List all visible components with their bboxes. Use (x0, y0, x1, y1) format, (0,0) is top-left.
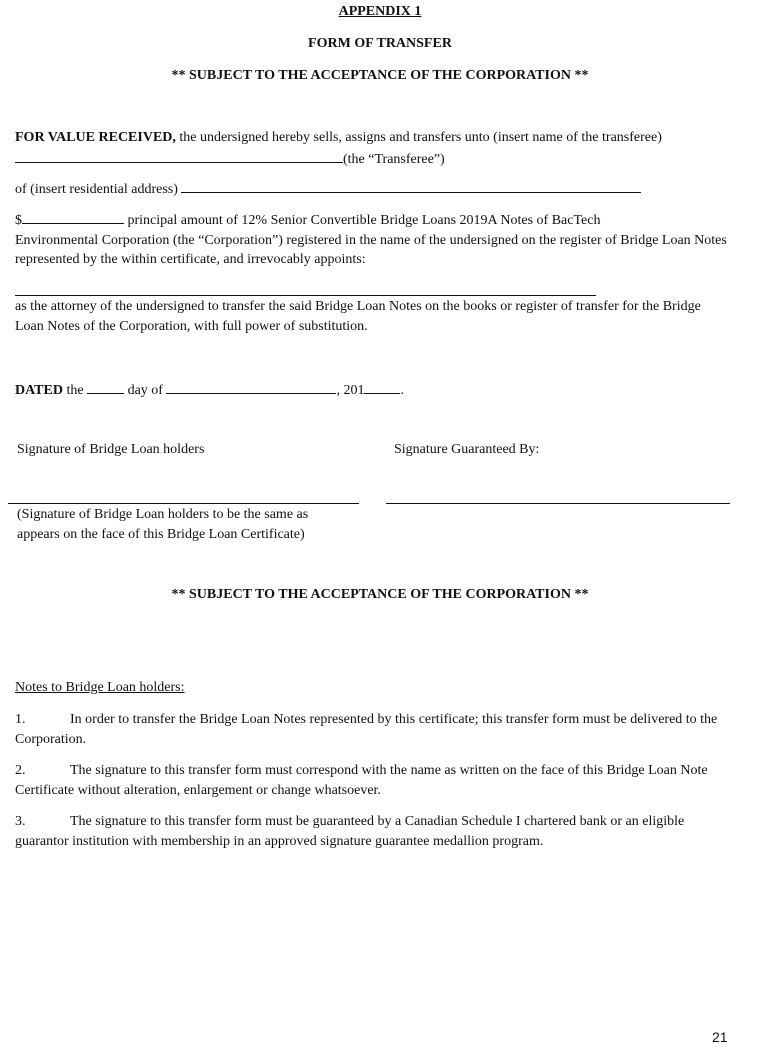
subject-notice: ** SUBJECT TO THE ACCEPTANCE OF THE CORPORATION ** (171, 68, 589, 83)
amount-field[interactable] (22, 209, 124, 224)
year-field[interactable] (364, 379, 400, 394)
note-text: The signature to this transfer form must be guaranteed by a Canadian Schedule I chartered bank or an eligible guarantor institution with membership in an approved signature guarantee medallion program. (15, 814, 685, 849)
holder-signature-label: Signature of Bridge Loan holders (17, 442, 205, 457)
dated-day-of: day of (124, 383, 167, 398)
transferee-suffix: (the “Transferee”) (343, 151, 445, 167)
holder-signature-note (17, 505, 308, 544)
note-item-2 (15, 761, 730, 800)
attorney-paragraph: as the attorney of the undersigned to transfer the said Bridge Loan Notes on the books or register of transfer for the Bridge Loan Notes of the Corporation, with full power of substitution. (15, 299, 701, 334)
page-number: 21 (712, 1029, 728, 1045)
dated-year-prefix: , 201 (336, 383, 365, 398)
guarantor-signature-label: Signature Guaranteed By: (394, 442, 540, 457)
dated-end: . (400, 383, 404, 398)
amount-text-line1: principal amount of 12% Senior Convertible Bridge Loans 2019A Notes of BacTech (124, 213, 601, 228)
notes-heading: Notes to Bridge Loan holders: (15, 680, 185, 695)
transferee-name-field[interactable] (15, 148, 343, 163)
holder-signature-field[interactable] (8, 503, 359, 504)
day-field[interactable] (87, 379, 124, 394)
note-text: The signature to this transfer form must correspond with the name as written on the face of this Bridge Loan Note Certificate without alteration, enlargement or change whatsoever. (15, 763, 708, 798)
holder-note-line1: (Signature of Bridge Loan holders to be the same as (17, 507, 309, 522)
note-item-1 (15, 710, 730, 749)
address-label: of (insert residential address) (15, 182, 178, 197)
transfer-paragraph (15, 128, 730, 169)
note-number: 2. (15, 763, 26, 778)
month-field[interactable] (166, 379, 336, 394)
address-line (15, 178, 730, 200)
footer-subject-notice: ** SUBJECT TO THE ACCEPTANCE OF THE CORPORATION ** (171, 587, 589, 602)
dated-label: DATED (15, 383, 63, 398)
note-text: In order to transfer the Bridge Loan Notes represented by this certificate; this transfer form must be delivered to the Corporation. (15, 712, 718, 747)
for-value-received: FOR VALUE RECEIVED, (15, 130, 176, 145)
amount-text-rest: Environmental Corporation (the “Corporation”) registered in the name of the undersigned on the register of Bridge Loan Notes represented by the within certificate, and irrevocably appoints: (15, 232, 727, 267)
guarantor-signature-field[interactable] (386, 503, 730, 504)
form-title: FORM OF TRANSFER (308, 36, 452, 51)
note-item-3 (15, 812, 730, 851)
amount-prefix: $ (15, 213, 22, 228)
dated-the: the (62, 383, 88, 398)
address-field[interactable] (181, 178, 641, 193)
dated-line (15, 379, 730, 401)
transfer-lead-text: the undersigned hereby sells, assigns and transfers unto (insert name of the transferee) (175, 130, 662, 145)
note-number: 3. (15, 814, 26, 829)
holder-note-line2: appears on the face of this Bridge Loan Certificate) (17, 526, 305, 542)
appendix-heading: APPENDIX 1 (338, 4, 422, 19)
amount-paragraph (15, 209, 730, 270)
attorney-name-field[interactable] (15, 295, 596, 296)
note-number: 1. (15, 712, 26, 727)
